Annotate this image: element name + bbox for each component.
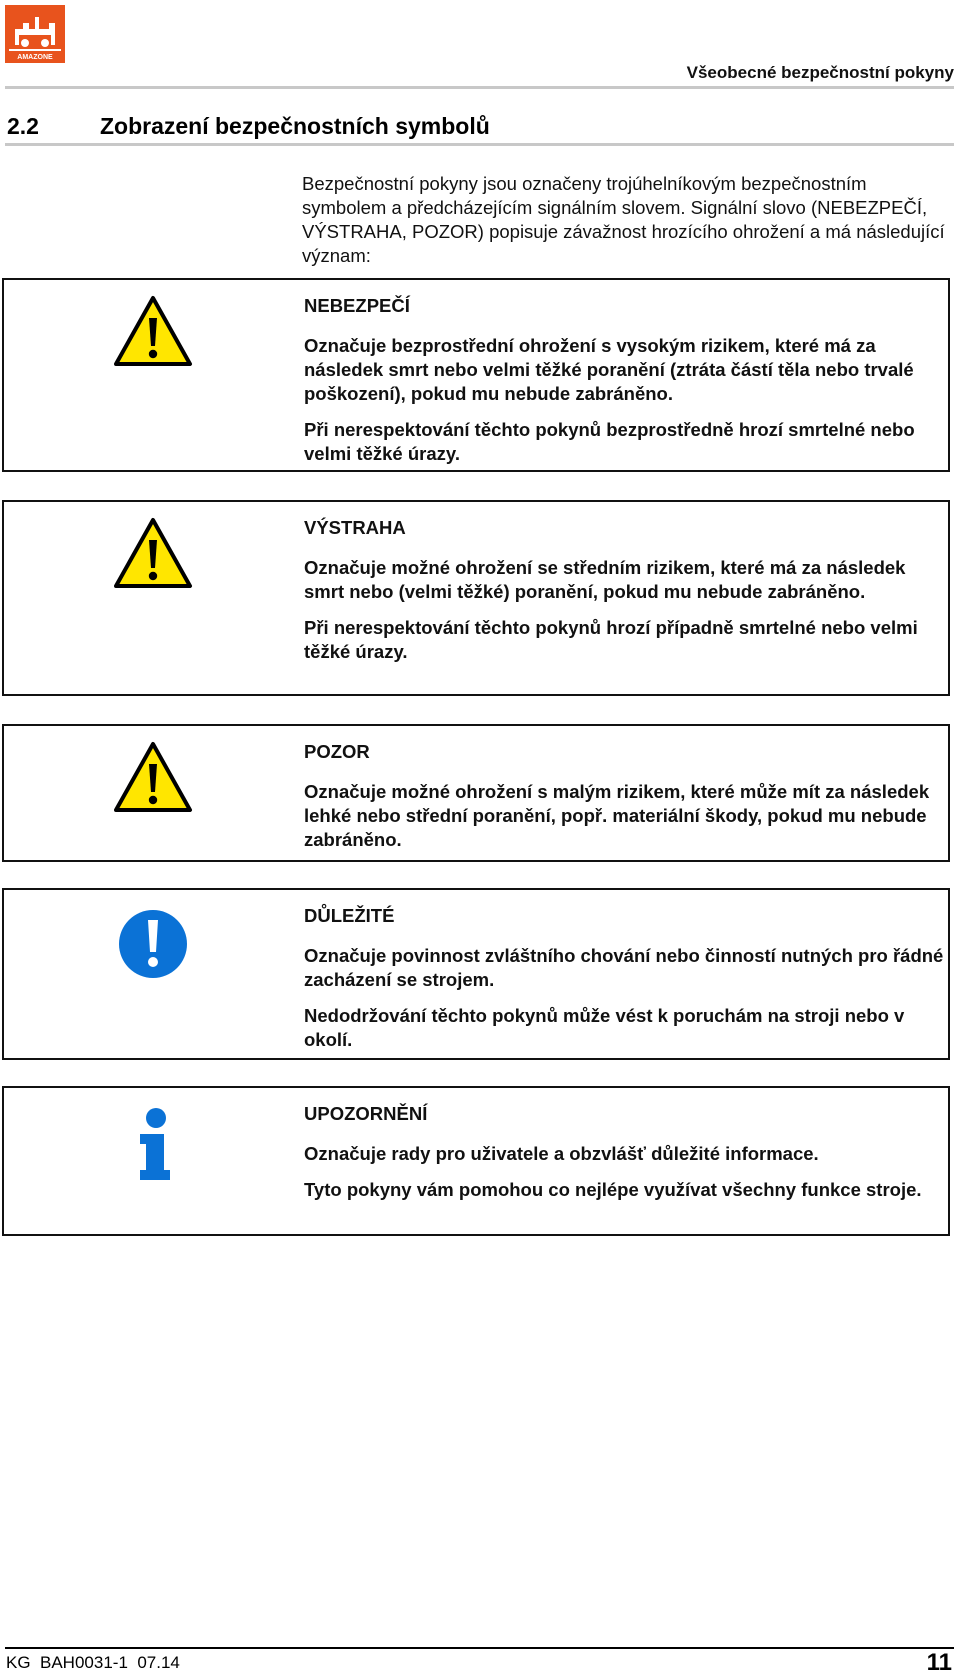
box-paragraph: Označuje bezprostřední ohrožení s vysokým rizikem, které má za následek smrt nebo velmi těžké poranění (ztráta částí těla nebo trvalé poškození), pokud mu nebude zabráněno. — [304, 335, 914, 404]
warning-box — [2, 500, 950, 696]
note-box — [2, 1086, 950, 1236]
intro-text: Bezpečnostní pokyny jsou označeny trojúhelníkovým bezpečnostním symbolem a předcházejícím signálním slovem. Signální slovo (NEBEZPEČÍ, VÝSTRAHA, POZOR) popisuje závažnost hrozícího ohrožení a má následující význam: — [302, 173, 945, 266]
box-paragraph: Tyto pokyny vám pomohou co nejlépe využívat všechny funkce stroje. — [304, 1179, 922, 1200]
logo-text: AMAZONE — [17, 54, 53, 61]
page-number: 11 — [926, 1649, 952, 1676]
box-paragraph: Označuje možné ohrožení s malým rizikem, které může mít za následek lehké nebo střední poranění, popř. materiální škody, pokud mu nebude zabráněno. — [304, 781, 930, 850]
warning-triangle-icon — [112, 516, 194, 592]
box-paragraph: Při nerespektování těchto pokynů bezprostředně hrozí smrtelné nebo velmi těžké úrazy. — [304, 419, 915, 464]
section-rule — [5, 143, 954, 146]
signal-word: DŮLEŽITÉ — [304, 905, 395, 926]
box-paragraph: Při nerespektování těchto pokynů hrozí případně smrtelné nebo velmi těžké úrazy. — [304, 617, 918, 662]
box-paragraph: Označuje možné ohrožení se středním rizikem, které má za následek smrt nebo (velmi těžké) poranění, pokud mu nebude zabráněno. — [304, 557, 906, 602]
signal-word: POZOR — [304, 741, 370, 762]
danger-box — [2, 278, 950, 472]
box-paragraph: Označuje povinnost zvláštního chování nebo činností nutných pro řádné zacházení se strojem. — [304, 945, 944, 990]
box-paragraph: Nedodržování těchto pokynů může vést k poruchám na stroji nebo v okolí. — [304, 1005, 905, 1050]
section-title: Zobrazení bezpečnostních symbolů — [100, 113, 490, 139]
signal-word: UPOZORNĚNÍ — [304, 1103, 428, 1124]
section-number: 2.2 — [7, 113, 39, 139]
important-box — [2, 888, 950, 1060]
info-icon — [112, 1108, 194, 1184]
signal-word: VÝSTRAHA — [304, 517, 406, 538]
amazone-logo — [5, 5, 65, 63]
box-paragraph: Označuje rady pro uživatele a obzvlášť důležité informace. — [304, 1143, 819, 1164]
footer-doc-code: KG BAH0031-1 07.14 — [6, 1653, 180, 1672]
exclamation-circle-icon — [112, 906, 194, 982]
header-title: Všeobecné bezpečnostní pokyny — [686, 63, 954, 82]
warning-triangle-icon — [112, 740, 194, 816]
warning-triangle-icon — [112, 294, 194, 370]
caution-box — [2, 724, 950, 862]
signal-word: NEBEZPEČÍ — [304, 295, 410, 316]
footer-rule — [5, 1647, 954, 1649]
header-rule — [5, 86, 954, 89]
